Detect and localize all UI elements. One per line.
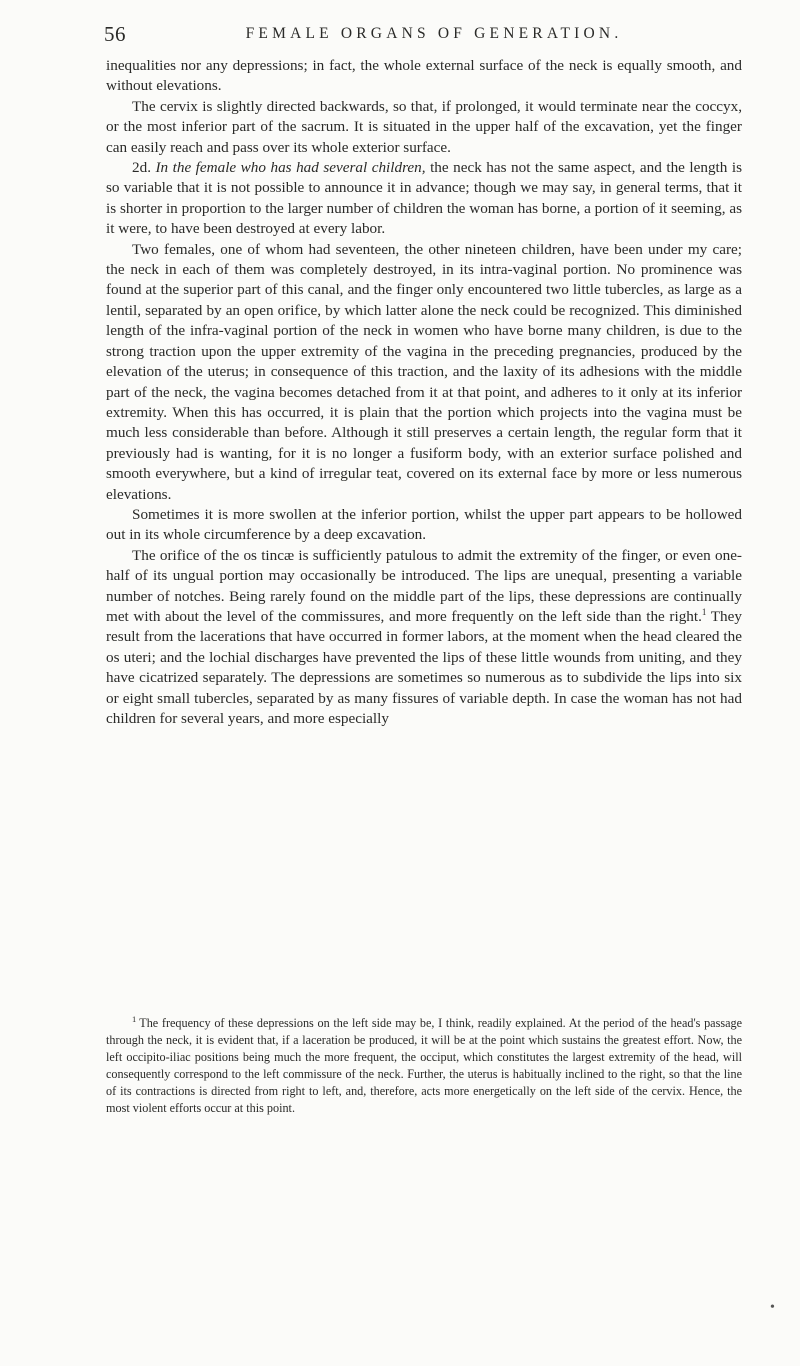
page-number: 56 xyxy=(104,22,126,46)
section-number: 2d. xyxy=(132,159,151,177)
footnote-reference: 1 xyxy=(701,606,707,617)
footnote-text: The frequency of these depressions on the left side may be, I think, readily explained. At the period of the head's passage through the neck, it is evident that, if a laceration be produced, it will be at the point which sustains the greatest effort. Now, the left occipito-iliac positions being much the more frequent, the occiput, which constitutes the largest extremity of the head, will consequently correspond to the left commissure of the neck. Further, the uterus is habitually inclined to the right, so that the line of its contractions is directed from right to left, and, therefore, acts more energetically on the left side of the cervix. Hence, the most violent efforts occur at this point. xyxy=(106,1016,742,1115)
running-title: FEMALE ORGANS OF GENERATION. xyxy=(245,25,623,42)
footnotes xyxy=(106,1015,742,1117)
paragraph-2: The cervix is slightly directed backwards, so that, if prolonged, it would terminate near the coccyx, or the most inferior part of the sacrum. It is situated in the upper half of the excavation, yet the finger can easily reach and pass over its whole exterior surface. xyxy=(106,97,742,156)
footnote xyxy=(106,1015,742,1117)
paragraph-4: Two females, one of whom had seventeen, the other nineteen children, have been under my care; the neck in each of them was completely destroyed, in its intra-vaginal portion. No prominence was found at the superior part of this canal, and the finger only encountered two little tubercles, as large as a lentil, separated by an open orifice, by which latter alone the neck could be recognized. This diminished length of the infra-vaginal portion of the neck in women who have borne many children, is due to the strong traction upon the upper extremity of the vagina in the preceding pregnancies, produced by the elevation of the uterus; in consequence of this traction, and the laxity of its adhesions with the middle part of the neck, the vagina becomes detached from it at that point, and adheres to it only at its inferior extremity. When this has occurred, it is plain that the portion which projects into the vagina must be much less considerable than before. Although it still preserves a certain length, the regular form that it previously had is wanting, for it is no longer a fusiform body, with an exterior surface polished and smooth everywhere, but a kind of irregular teat, covered on its external face by more or less numerous elevations. xyxy=(106,240,742,503)
paragraph-6-text-b: They result from the lacerations that have occurred in former labors, at the moment when the head cleared the os uteri; and the lochial discharges have prevented the lips of these little wounds from uniting, and they have cicatrized separately. The depressions are sometimes so numerous as to subdivide the lips into six or eight small tubercles, separated by as many fissures of variable depth. In case the woman has not had children for several years, and more especially xyxy=(106,607,742,727)
paragraph-6 xyxy=(106,546,742,730)
paragraph-1: inequalities nor any depressions; in fact, the whole external surface of the neck is equally smooth, and without elevations. xyxy=(106,57,742,95)
paragraph-6-text-a: The orifice of the os tincæ is sufficiently patulous to admit the extremity of the finger, or even one-half of its ungual portion may occasionally be introduced. The lips are unequal, presenting a variable number of notches. Being rarely found on the middle part of the lips, these depressions are continually met with about the level of the commissures, and more frequently on the left side than the right. xyxy=(106,546,742,625)
printer-dot-mark: • xyxy=(770,1300,775,1315)
italic-heading: In the female who has had several children, xyxy=(155,159,426,177)
footnote-marker: 1 xyxy=(132,1013,137,1024)
paragraph-5: Sometimes it is more swollen at the inferior portion, whilst the upper part appears to be hollowed out in its whole circumference by a deep excavation. xyxy=(106,505,742,544)
body-text xyxy=(106,56,742,729)
paragraph-3 xyxy=(106,158,742,240)
running-head xyxy=(104,22,744,48)
paragraph-3-text: the neck has not the same aspect, and the length is so variable that it is not possible to announce it in advance; though we may say, in general terms, that it is shorter in proportion to the larger number of children the woman has borne, a portion of it seeming, as it were, to have been destroyed at every labor. xyxy=(106,159,742,238)
